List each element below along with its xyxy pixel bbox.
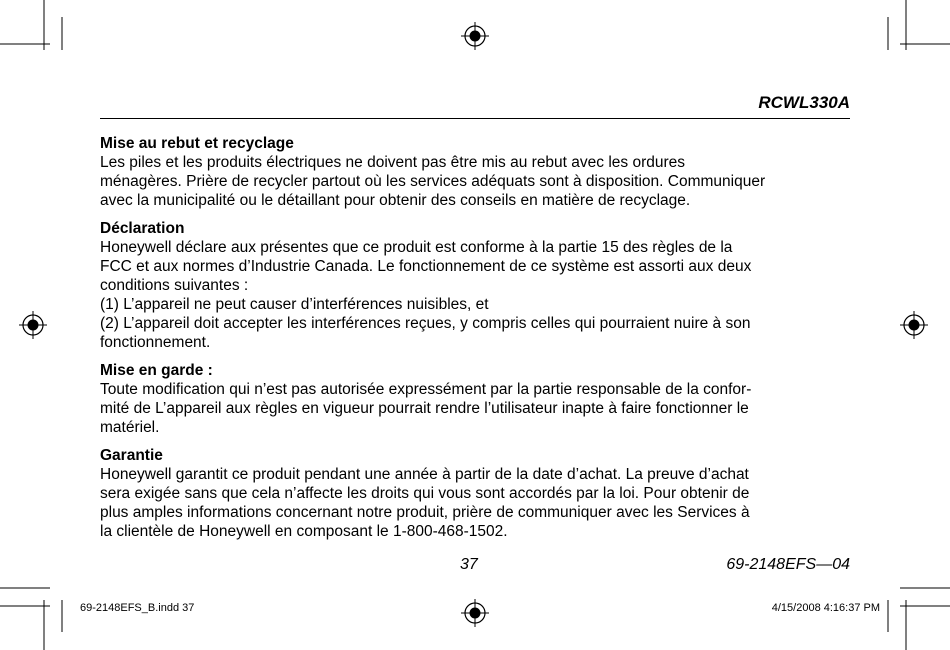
header-rule	[100, 118, 850, 119]
section-text: Les piles et les produits électriques ne doivent pas être mis au rebut avec les ordures ménagères. Prière de recycler partout où les services adéquats sont à disposition. Communiquer avec la municipalité ou le détaillant pour obtenir des conseils en matière de recyclage.	[100, 154, 766, 209]
section-text: Toute modification qui n’est pas autorisée expressément par la partie responsable de la confor- mité de L’appareil aux règles en vigueur pourrait rendre l’utilisateur inapte à faire fonctionner le matériel.	[100, 381, 752, 436]
section-warranty	[100, 446, 852, 541]
section-heading: Mise en garde :	[100, 362, 213, 379]
section-declaration	[100, 219, 852, 352]
registration-mark-icon	[19, 311, 47, 339]
section-caution	[100, 361, 852, 437]
section-text: Honeywell déclare aux présentes que ce produit est conforme à la partie 15 des règles de la FCC et aux normes d’Industrie Canada. Le fonctionnement de ce système est assorti aux deux conditions suivantes : (1) L’appareil ne peut causer d’interférences nuisibles, et (2) L’appareil doit accepter les interférences reçues, y compris celles qui pourraient nuire à son fonctionnement.	[100, 239, 752, 351]
section-text: Honeywell garantit ce produit pendant une année à partir de la date d’achat. La preuve d’achat sera exigée sans que cela n’affecte les droits qui vous sont accordés par la loi. Pour obtenir de plus amples informations concernant notre produit, prière de communiquer avec les Services à la clientèle de Honeywell en composant le 1-800-468-1502.	[100, 466, 750, 540]
model-number: RCWL330A	[758, 93, 850, 112]
slug-timestamp: 4/15/2008 4:16:37 PM	[771, 602, 880, 614]
section-disposal	[100, 134, 852, 210]
slug-file-info: 69-2148EFS_B.indd 37	[80, 602, 195, 614]
section-heading: Déclaration	[100, 220, 185, 237]
registration-mark-icon	[900, 311, 928, 339]
registration-mark-icon	[461, 22, 489, 50]
document-body	[100, 134, 852, 550]
page-number: 37	[460, 556, 478, 573]
document-code: 69-2148EFS—04	[726, 556, 850, 573]
section-heading: Mise au rebut et recyclage	[100, 135, 294, 152]
section-heading: Garantie	[100, 447, 163, 464]
registration-mark-icon	[461, 599, 489, 627]
